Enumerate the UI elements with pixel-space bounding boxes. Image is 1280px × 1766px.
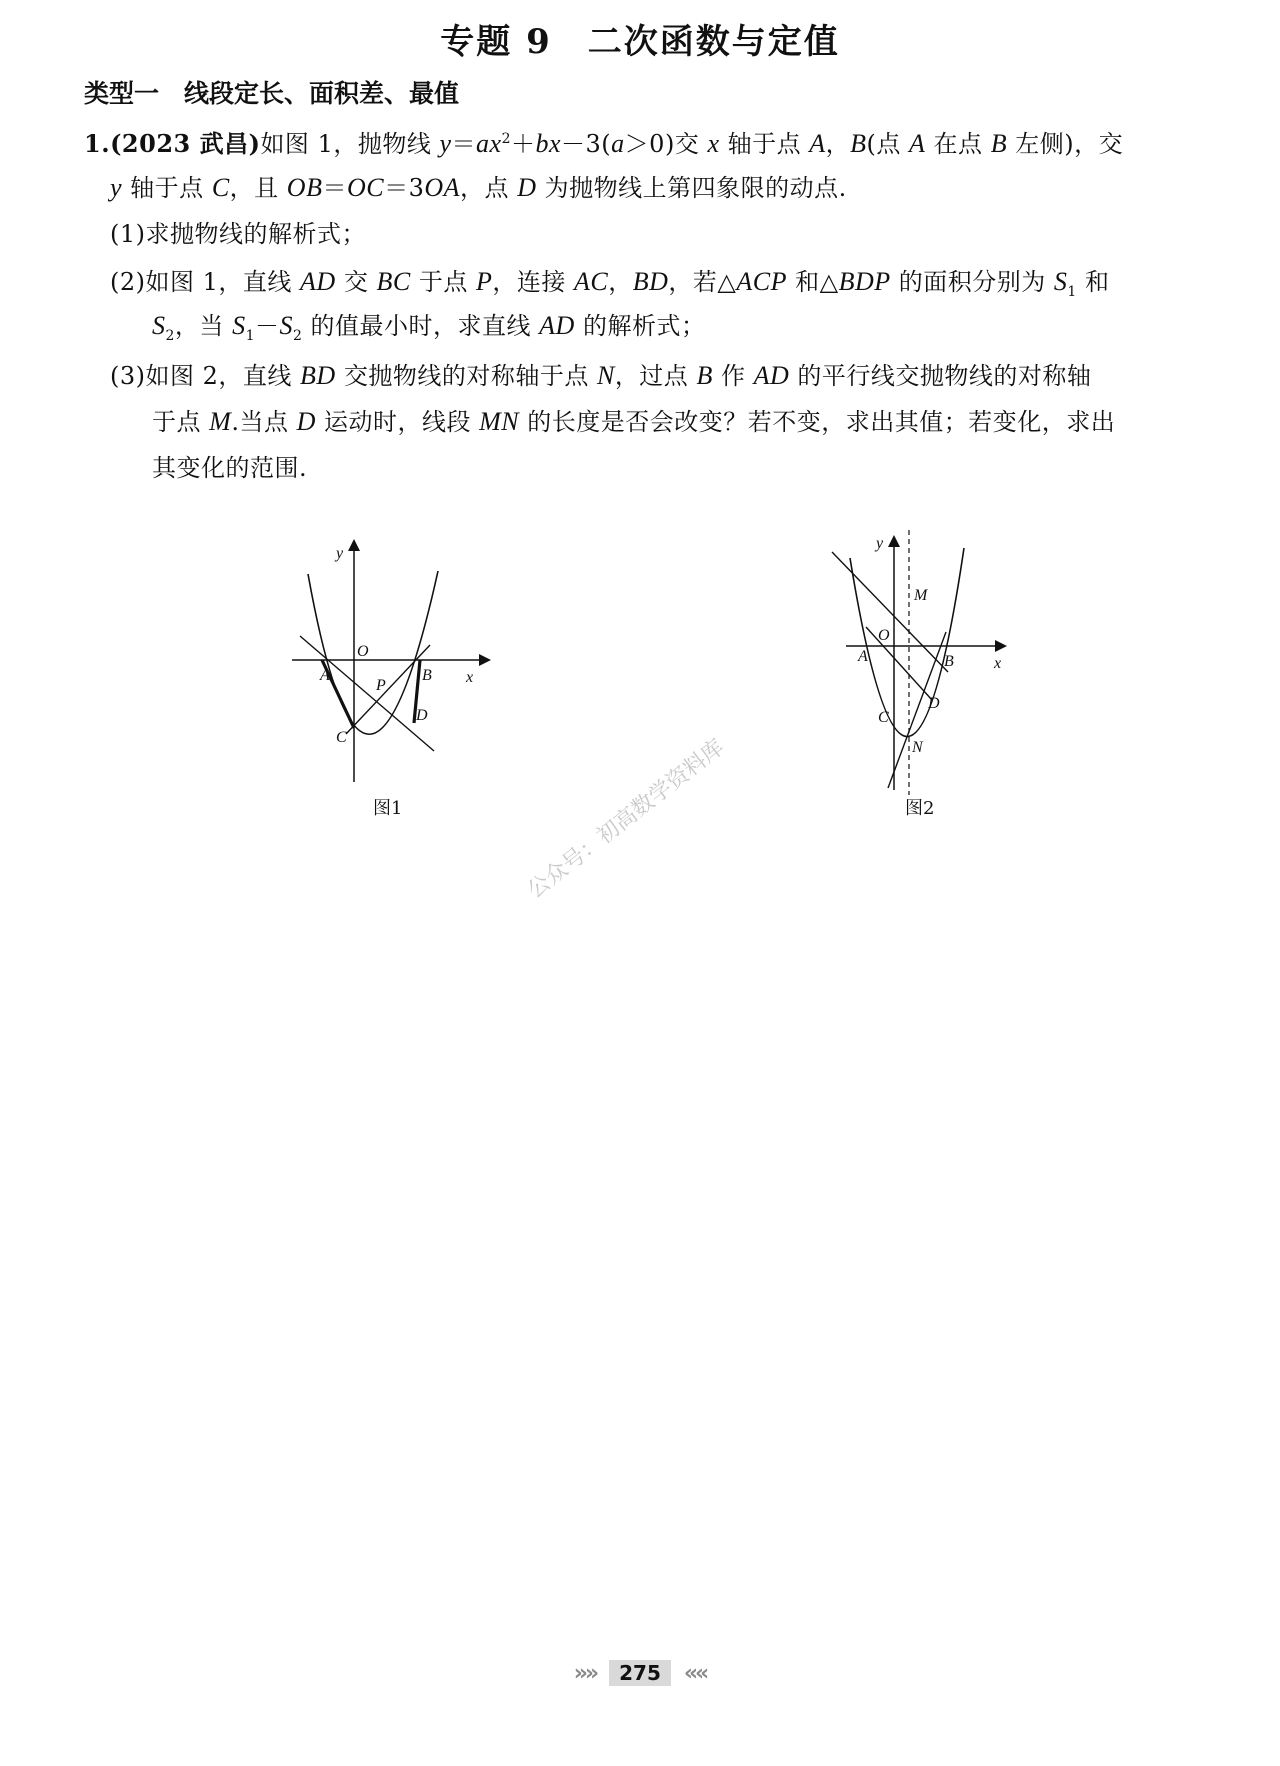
figure-1-caption: 图1 [373, 798, 403, 819]
problem-line-1: 1.(2023 武昌)如图 1，抛物线 $y=ax^2+bx-3(a>0)$交 x 轴于点 A，B(点 A 在点 B 左侧)，交 [84, 129, 1124, 158]
label-o: O [878, 627, 890, 644]
page-title: 专题 9 二次函数与定值 [440, 22, 840, 62]
figure-2-caption: 图2 [905, 798, 935, 819]
section-heading: 类型一 线段定长、面积差、最值 [84, 79, 460, 108]
label-y: y [876, 535, 884, 552]
label-c: C [336, 729, 347, 746]
line-ad [866, 627, 932, 700]
label-d: D [928, 695, 940, 712]
sub-question-3-line-1: (3)如图 2，直线 BD 交抛物线的对称轴于点 N，过点 B 作 AD 的平行线交抛物线的对称轴 [110, 361, 1092, 390]
label-c: C [878, 709, 889, 726]
label-o: O [357, 643, 369, 660]
sub-question-2-line-1: (2)如图 1，直线 AD 交 BC 于点 P，连接 AC，BD，若△ACP 和△BDP 的面积分别为 $S_1$ 和 [110, 267, 1110, 300]
label-b: B [944, 653, 954, 670]
sub-question-1: (1)求抛物线的解析式； [110, 220, 366, 248]
problem-line-2: y 轴于点 C，且 OB＝OC＝3OA，点 D 为抛物线上第四象限的动点. [110, 173, 847, 202]
label-b: B [422, 667, 432, 684]
sub-question-3-line-2: 于点 M.当点 D 运动时，线段 MN 的长度是否会改变？若不变，求出其值；若变化，求出 [152, 407, 1116, 436]
label-x: x [994, 655, 1002, 672]
parabola [850, 548, 964, 737]
label-m: M [914, 587, 928, 604]
figure-1 [270, 530, 500, 790]
figure-2 [818, 520, 1018, 810]
page-number: 275 [609, 1660, 671, 1686]
label-x: x [466, 669, 474, 686]
label-d: D [416, 707, 428, 724]
problem-source: (2023 武昌) [110, 129, 261, 158]
sub-question-2-line-2: $S_2$，当 $S_1-S_2$ 的值最小时，求直线 AD 的解析式； [152, 311, 706, 344]
label-p: P [376, 677, 386, 694]
label-y: y [336, 545, 344, 562]
page-footer [0, 1660, 1280, 1686]
sub-question-3-line-3: 其变化的范围. [152, 454, 308, 482]
watermark: 公众号：初高数学资料库 [523, 734, 730, 904]
problem-number: 1. [84, 129, 111, 158]
label-n: N [912, 739, 923, 756]
label-a: A [858, 648, 868, 665]
footer-left-decoration: »» [573, 1661, 597, 1686]
label-a: A [320, 667, 330, 684]
footer-right-decoration: «« [683, 1661, 707, 1686]
